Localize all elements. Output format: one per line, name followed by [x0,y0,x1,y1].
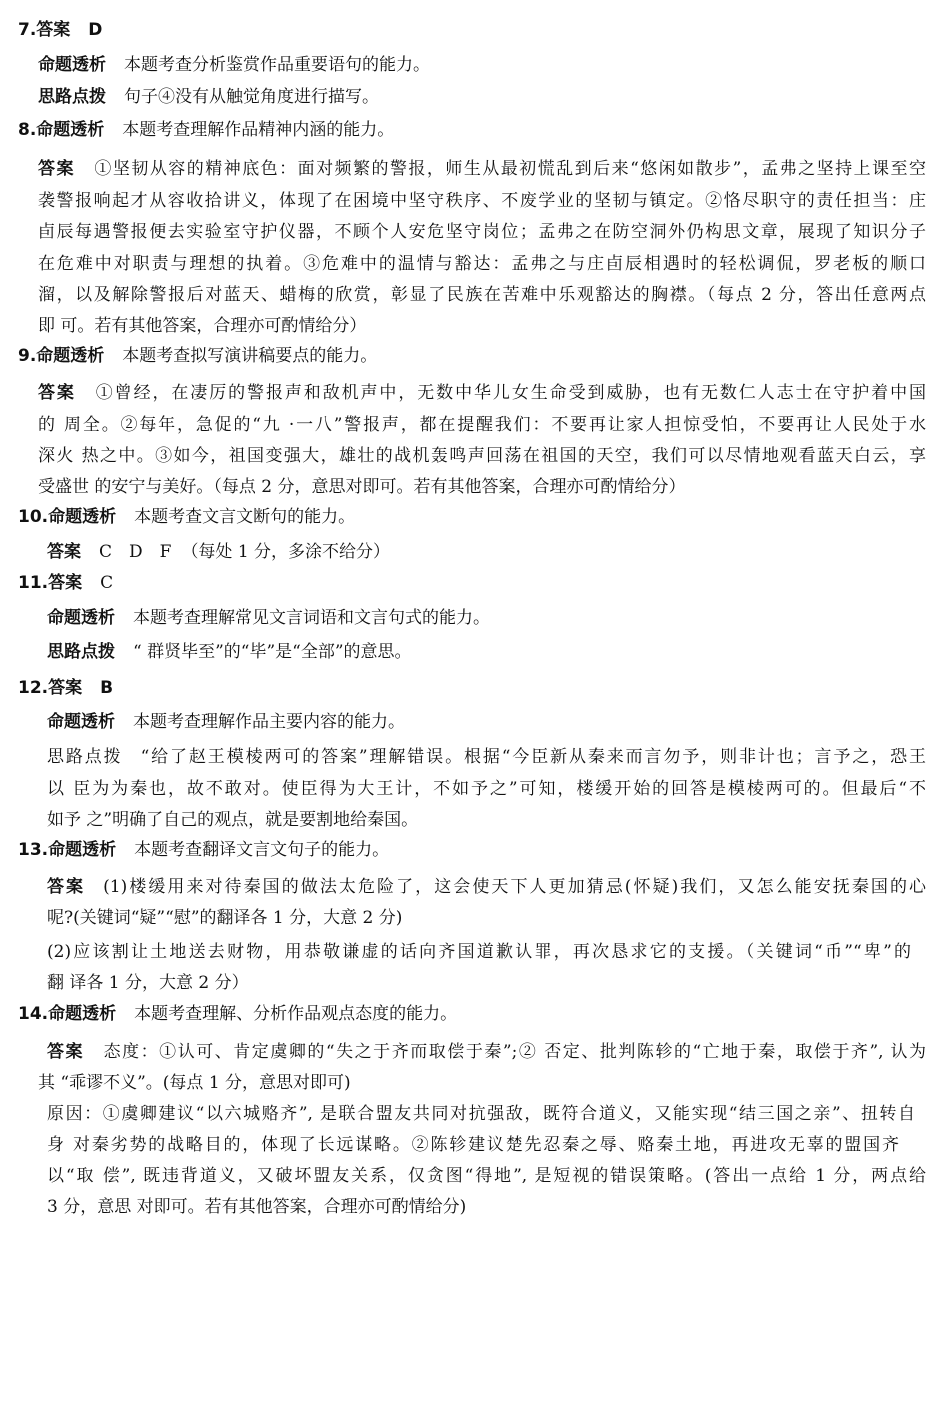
q12-hint-line-3: 如予 之”明确了自己的观点，就是要割地给秦国。 [47,810,419,830]
q14-answer-line-4: 身 对秦劣势的战略目的，体现了长远谋略。②陈轸建议楚先忍秦之辱、赂秦土地，再进攻无辜的盟国齐 [47,1135,899,1155]
q11-intent-text: 本题考查理解常见文言词语和文言句式的能力。 [133,608,490,628]
q11-answer-line [18,572,113,594]
q14-number: 14. [18,1004,49,1024]
q10-intent-line [18,506,355,528]
q12-hint-text: “给了赵王模棱两可的答案”理解错误。根据“今臣新从秦来而言勿予，则非计也；言予之，恐王 [140,747,926,767]
q11-intent-line [47,607,490,629]
q7-hint-label: 思路点拨 [38,87,106,107]
q9-intent-line [18,345,377,367]
q7-number: 7. [18,20,37,40]
q7-intent-line [38,54,430,76]
q8-answer-line-2: 袭警报响起才从容收拾讲义，体现了在困境中坚守秩序、不废学业的坚韧与镇定。②恪尽职守的责任担当：庄 [38,191,926,211]
q13-intent-line [18,839,389,861]
q9-answer-line-3: 深火 热之中。③如今，祖国变强大，雄壮的战机轰鸣声回荡在祖国的天空，我们可以尽情地观看蓝天白云，享 [38,446,926,466]
q13-intent-label: 命题透析 [48,840,117,860]
q8-answer-text: ①坚韧从容的精神底色：面对频繁的警报，师生从最初慌乱到后来“悠闲如散步”，孟弗之坚持上课至空 [92,159,927,179]
q8-number: 8. [18,120,37,140]
q12-hint-line-1 [47,746,926,768]
q12-hint-line-2: 以 臣为为秦也，故不敢对。使臣得为大王计，不如予之”可知，楼缓开始的回答是模棱两可的。但最后“不 [47,779,926,799]
q13-answer-line-4: 翻 译各 1 分，大意 2 分） [47,973,249,993]
q9-answer-line-4: 受盛世 的安宁与美好。（每点 2 分，意思对即可。若有其他答案，合理亦可酌情给分） [38,477,686,497]
q14-answer-line-2: 其 “乖谬不义”。(每点 1 分，意思对即可) [38,1073,351,1093]
q10-answer-label: 答案 [47,542,81,562]
q14-intent-text: 本题考查理解、分析作品观点态度的能力。 [134,1004,458,1024]
q12-intent-text: 本题考查理解作品主要内容的能力。 [133,712,405,732]
q9-number: 9. [18,346,37,366]
q11-hint-line [47,641,412,663]
q8-answer-label: 答案 [38,159,75,179]
q12-answer-label: 答案 [48,678,83,698]
q14-answer-line-5: 以“取 偿”, 既违背道义，又破坏盟友关系，仅贪图“得地”, 是短视的错误策略。(答出一点给 1 分，两点给 [47,1166,926,1186]
q8-answer-line-4: 在危难中对职责与理想的执着。③危难中的温情与豁达：孟弗之与庄卣辰相遇时的轻松调侃，罗老板的顺口 [38,254,926,274]
q7-answer-line [18,19,102,41]
q11-hint-label: 思路点拨 [47,642,115,662]
q12-answer-value: B [100,678,114,698]
q8-intent-label: 命题透析 [36,120,105,140]
q7-answer-value: D [88,20,103,40]
q14-intent-line [18,1003,457,1025]
q9-intent-label: 命题透析 [36,346,105,366]
q11-intent-label: 命题透析 [47,608,115,628]
q14-answer-label: 答案 [47,1042,85,1062]
q11-hint-text: “ 群贤毕至”的“毕”是“全部”的意思。 [133,642,412,662]
q11-answer-label: 答案 [48,573,83,593]
q13-number: 13. [18,840,49,860]
q13-intent-text: 本题考查翻译文言文句子的能力。 [134,840,390,860]
q10-answer-note: （每处 1 分，多涂不给分） [181,542,391,562]
q8-intent-text: 本题考查理解作品精神内涵的能力。 [122,120,395,140]
q9-answer-line-2: 的 周全。②每年，急促的“九 ·一八”警报声，都在提醒我们：不要再让家人担惊受怕，不要再让人民处于水 [38,415,926,435]
q14-answer-line-1 [47,1041,926,1063]
q13-answer-line-2: 呢?(关键词“疑”“慰”的翻译各 1 分，大意 2 分) [47,908,403,928]
q10-intent-label: 命题透析 [48,507,117,527]
q14-answer-line-6: 3 分，意思 对即可。若有其他答案，合理亦可酌情给分) [47,1197,467,1217]
q10-intent-text: 本题考查文言文断句的能力。 [134,507,356,527]
q8-answer-line-6: 即 可。若有其他答案，合理亦可酌情给分） [38,316,367,336]
q9-answer-text: ①曾经，在凄厉的警报声和敌机声中，无数中华儿女生命受到威胁，也有无数仁人志士在守护着中国 [93,383,926,403]
q10-answer-value: C D F [99,542,172,562]
q9-intent-text: 本题考查拟写演讲稿要点的能力。 [122,346,378,366]
q8-intent-line [18,119,394,141]
q11-number: 11. [18,573,49,593]
q8-answer-line-1 [38,158,926,180]
q13-answer-text: (1)楼缓用来对待秦国的做法太危险了，这会使天下人更加猜忌(怀疑)我们，又怎么能安抚秦国的心 [103,877,927,897]
q7-answer-label: 答案 [36,20,71,40]
q14-answer-line-3: 原因：①虞卿建议“以六城赂齐”, 是联合盟友共同对抗强敌，既符合道义，又能实现“结三国之亲”、扭转自 [47,1104,915,1124]
q7-hint-text: 句子④没有从触觉角度进行描写。 [124,87,379,107]
q12-number: 12. [18,678,49,698]
q7-intent-label: 命题透析 [38,55,106,75]
q10-answer-line [47,541,390,563]
q9-answer-label: 答案 [38,383,76,403]
q12-intent-line [47,711,405,733]
q11-answer-value: C [100,573,114,593]
q13-answer-line-1 [47,876,926,898]
q10-number: 10. [18,507,49,527]
q12-hint-label: 思路点拨 [47,747,123,767]
q13-answer-line-3: (2)应该割让土地送去财物，用恭敬谦虚的话向齐国道歉认罪，再次恳求它的支援。（关键词“币”“卑”的 [47,942,911,962]
q12-intent-label: 命题透析 [47,712,115,732]
q8-answer-line-5: 溜，以及解除警报后对蓝天、蜡梅的欣赏，彰显了民族在苦难中乐观豁达的胸襟。（每点 2 分，答出任意两点 [38,285,926,305]
q12-answer-line [18,677,113,699]
q13-answer-label: 答案 [47,877,86,897]
q14-intent-label: 命题透析 [48,1004,117,1024]
q7-hint-line [38,86,379,108]
q14-answer-text: 态度：①认可、肯定虞卿的“失之于齐而取偿于秦”;② 否定、批判陈轸的“亡地于秦，取偿于齐”, 认为 [102,1042,927,1062]
q8-answer-line-3: 卣辰每遇警报便去实验室守护仪器，不顾个人安危坚守岗位；孟弗之在防空洞外仍构思文章，展现了知识分子 [38,222,926,242]
q9-answer-line-1 [38,382,926,404]
q7-intent-text: 本题考查分析鉴赏作品重要语句的能力。 [124,55,430,75]
